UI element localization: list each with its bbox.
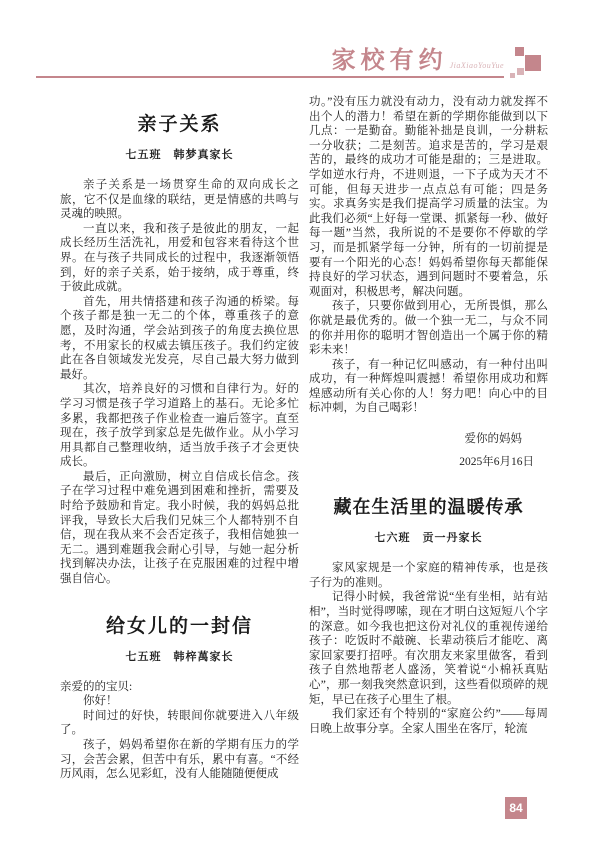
column-left xyxy=(60,95,299,819)
paragraph: 孩子，只要你做到用心，无所畏惧，那么你就是最优秀的。做一个独一无二，与众不同的你并用你的聪明才智创造出一个属于你的精彩未来！ xyxy=(309,300,548,357)
article2-title: 给女儿的一封信 xyxy=(105,615,253,637)
two-column-layout xyxy=(60,95,548,819)
article2-body-right xyxy=(309,299,548,416)
paragraph: 孩子，妈妈希望你在新的学期有压力的学习，会苦会累，但苦中有乐，累中有喜。“不经历风雨，怎么见彩虹，没有人能随随便便成 xyxy=(60,739,299,781)
pixel-square xyxy=(510,73,515,78)
header-subtitle: JiaXiaoYouYue xyxy=(449,61,504,70)
letter-date: 2025年6月16日 xyxy=(459,455,534,468)
article1-author: 七五班 韩梦真家长 xyxy=(125,149,234,161)
paragraph: 首先，用共情搭建和孩子沟通的桥梁。每个孩子都是独一无二的个体，尊重孩子的意愿，及时沟通，学会站到孩子的角度去换位思考，不用家长的权威去镇压孩子。我们约定彼此在各自领域发光发亮，尽自己最大努力做到最好。 xyxy=(60,295,299,381)
header-title: 家校有约 xyxy=(331,48,448,74)
article2-body-left xyxy=(60,709,299,782)
header-rule xyxy=(36,40,504,78)
paragraph: 其次，培养良好的习惯和自律行为。好的学习习惯是孩子学习道路上的基石。无论多忙多累，我都把孩子作业检查一遍后签字。直至现在，孩子放学到家总是先做作业。从小学习用具都自己整理收纳，适当放手孩子才会更快成长。 xyxy=(60,383,299,469)
paragraph: 最后，正向激励，树立自信成长信念。孩子在学习过程中难免遇到困难和挫折，需要及时给予鼓励和肯定。我小时候，我的妈妈总批评我，导致长大后我们兄妹三个人都特别不自信，现在我从来不会否定孩子，我相信她独一无二。遇到难题我会耐心引导，与她一起分析找到解决办法，让孩子在克服困难的过程中增强自信心。 xyxy=(60,470,299,586)
article1-title: 亲子关系 xyxy=(137,114,222,135)
letter-continuation: 功。”没有压力就没有动力，没有动力就发挥不出个人的潜力！希望在新的学期你能做到以下几点：一是勤奋。勤能补拙是良训，一分耕耘一分收获；二是刻苦。追求是苦的，学习是艰苦的，最终的成功才可能是甜的；三是进取。学如逆水行舟，不进则退，一下子成为天才不可能，但每天进步一点点总有可能；四是务实。求真务实是我们提高学习质量的法宝。为此我们必须“上好每一堂课、抓紧每一秒、做好每一题”当然，我所说的不是要你不停歇的学习，而是抓紧学每一分钟，所有的一切前提是要有一个阳光的心态！妈妈希望你每天都能保持良好的学习状态，遇到问题时不要着急，乐观面对，积极思考，解决问题。 xyxy=(309,96,548,298)
article1-body xyxy=(60,178,299,587)
article3-author: 七六班 贡一丹家长 xyxy=(374,532,483,545)
paragraph: 家风家规是一个家庭的精神传承，也是孩子行为的准则。 xyxy=(309,562,548,589)
paragraph: 亲子关系是一场贯穿生命的双向成长之旅，它不仅是血缘的联结，更是情感的共鸣与灵魂的映照。 xyxy=(60,179,299,221)
paragraph: 孩子，有一种记忆叫感动，有一种付出叫成功，有一种辉煌叫震撼！希望你用成功和辉煌感动所有关心你的人！努力吧！向心中的目标冲刺，为自己喝彩！ xyxy=(309,358,548,415)
column-right xyxy=(309,95,548,819)
page-number-badge: 84 xyxy=(505,797,527,819)
article2-author: 七五班 韩梓萬家长 xyxy=(125,650,234,663)
pixel-square xyxy=(517,68,524,75)
article3-body xyxy=(309,561,548,736)
paragraph: 我们家还有个特别的“家庭公约”——每周日晚上故事分享。全家人围坐在客厅，轮流 xyxy=(309,708,548,735)
pixel-square xyxy=(515,47,524,56)
paragraph: 一直以来，我和孩子是彼此的朋友，一起成长经历生活洗礼，用爱和包容来看待这个世界。在与孩子共同成长的过程中，我逐渐领悟到，好的亲子关系，始于接纳，成于尊重，终于彼此成就。 xyxy=(60,222,299,294)
pixel-squares-icon xyxy=(508,46,544,82)
pixel-square xyxy=(525,55,541,71)
letter-greeting: 你好！ xyxy=(83,695,118,708)
paragraph: 记得小时候，我爸常说“坐有坐相，站有站相”，当时觉得啰嗦，现在才明白这短短八个字的深意。如今我也把这份对礼仪的重视传递给孩子：吃饭时不敲碗、长辈动筷后才能吃、离家回家要打招呼。有次朋友来家里做客，看到孩子自然地帮老人盛汤，笑着说“小棉袄真贴心”，那一刻我突然意识到，这些看似琐碎的规矩，早已在孩子心里生了根。 xyxy=(309,591,548,706)
paragraph: 时间过的好快，转眼间你就要进入八年级了。 xyxy=(60,709,299,737)
letter-salutation: 亲爱的的宝贝: xyxy=(60,680,133,693)
letter-signature: 爱你的妈妈 xyxy=(464,433,522,446)
article3-title: 藏在生活里的温暖传承 xyxy=(333,497,524,518)
